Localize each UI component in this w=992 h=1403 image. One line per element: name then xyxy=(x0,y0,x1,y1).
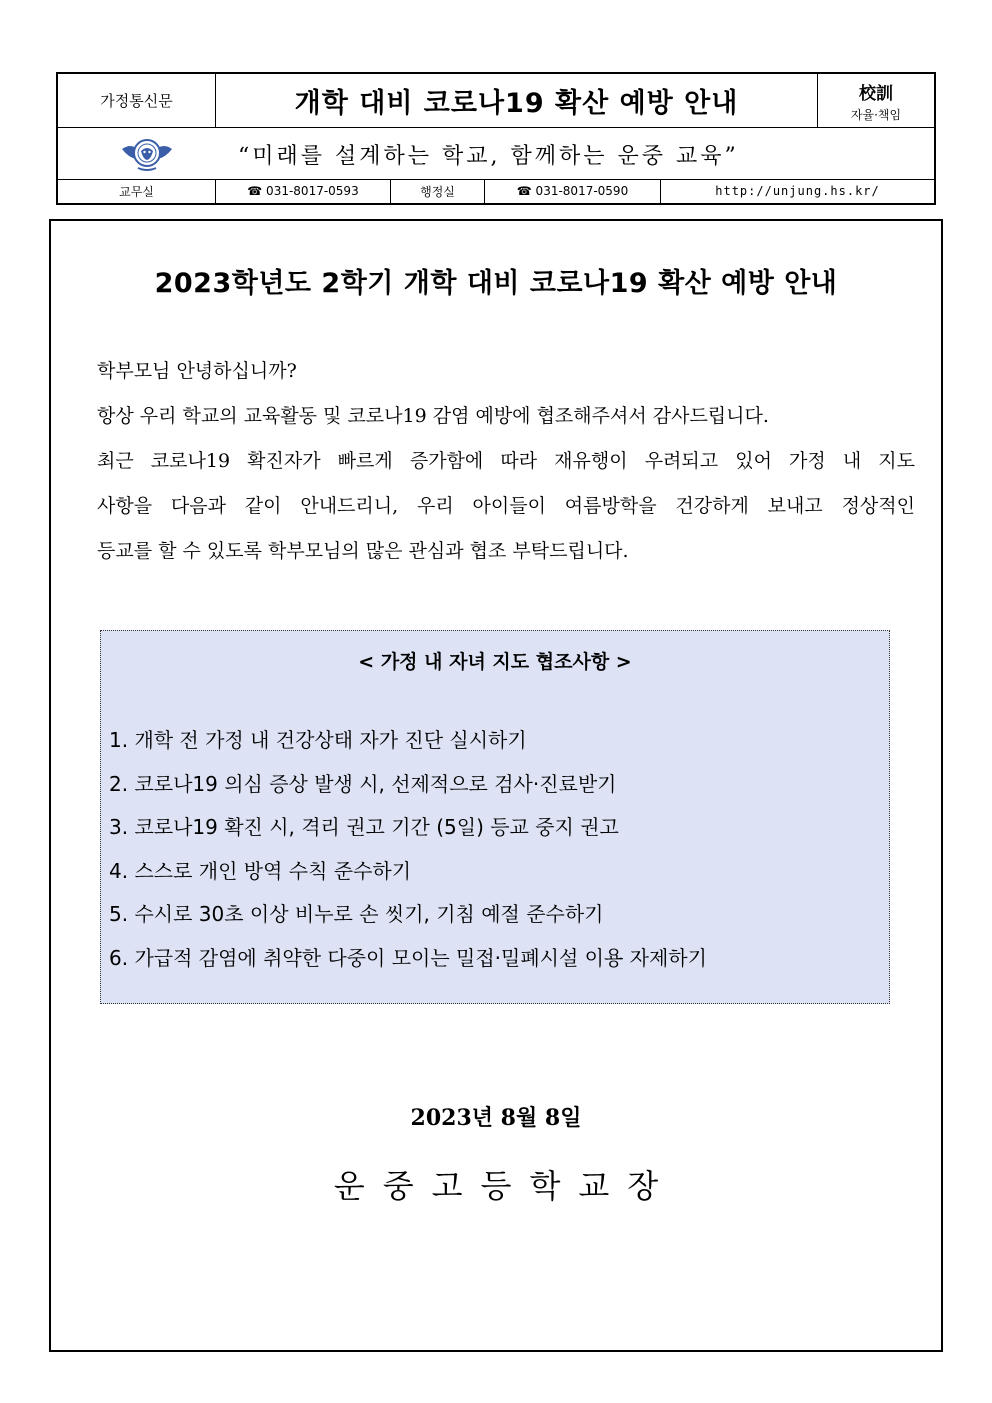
header-slogan-row xyxy=(58,127,934,180)
newsletter-header xyxy=(56,72,936,205)
office-label: 교무실 xyxy=(58,179,216,203)
header-title-row xyxy=(58,74,934,128)
intro-line: 등교를 할 수 있도록 학부모님의 많은 관심과 협조 부탁드립니다. xyxy=(97,540,629,562)
guidance-list xyxy=(109,719,707,980)
issue-date: 2023년 8월 8일 xyxy=(410,1105,582,1131)
intro-text xyxy=(97,349,915,574)
motto-title: 校訓 xyxy=(859,83,893,104)
motto-text: 자율·책임 xyxy=(850,107,902,122)
intro-line: 항상 우리 학교의 교육활동 및 코로나19 감염 예방에 협조해주셔서 감사드립니다. xyxy=(97,405,769,427)
school-emblem-icon xyxy=(120,135,174,173)
document-title: 2023학년도 2학기 개학 대비 코로나19 확산 예방 안내 xyxy=(154,268,838,299)
header-title: 개학 대비 코로나19 확산 예방 안내 xyxy=(294,88,739,119)
list-item: 6. 가급적 감염에 취약한 다중이 모이는 밀접·밀폐시설 이용 자제하기 xyxy=(109,945,707,970)
school-motto xyxy=(817,74,934,127)
doc-type-label: 가정통신문 xyxy=(58,74,216,127)
guidance-title: < 가정 내 자녀 지도 협조사항 > xyxy=(358,651,632,673)
notice-body xyxy=(49,219,943,1352)
guidance-box xyxy=(100,630,890,1004)
list-item: 5. 수시로 30초 이상 비누로 손 씻기, 기침 예절 준수하기 xyxy=(109,902,604,926)
school-website-link[interactable]: http://unjung.hs.kr/ xyxy=(715,184,880,198)
list-item: 1. 개학 전 가정 내 건강상태 자가 진단 실시하기 xyxy=(109,728,527,752)
list-item: 4. 스스로 개인 방역 수칙 준수하기 xyxy=(109,858,412,883)
intro-line: 최근 코로나19 확진자가 빠르게 증가함에 따라 재유행이 우려되고 있어 가정 내 지도 xyxy=(97,450,915,472)
admin-label: 행정실 xyxy=(391,179,485,203)
intro-line: 사항을 다음과 같이 안내드리니, 우리 아이들이 여름방학을 건강하게 보내고 정상적인 xyxy=(97,495,915,517)
list-item: 3. 코로나19 확진 시, 격리 권고 기간 (5일) 등교 중지 권고 xyxy=(109,815,619,839)
school-slogan: “미래를 설계하는 학교, 함께하는 운중 교육” xyxy=(238,144,739,169)
admin-phone: ☎ 031-8017-0590 xyxy=(485,179,661,203)
principal-signature: 운중고등학교장 xyxy=(333,1167,677,1205)
intro-line: 학부모님 안녕하십니까? xyxy=(97,360,297,382)
list-item: 2. 코로나19 의심 증상 발생 시, 선제적으로 검사·진료받기 xyxy=(109,771,617,796)
office-phone: ☎ 031-8017-0593 xyxy=(216,179,391,203)
header-contact-row xyxy=(58,179,934,203)
